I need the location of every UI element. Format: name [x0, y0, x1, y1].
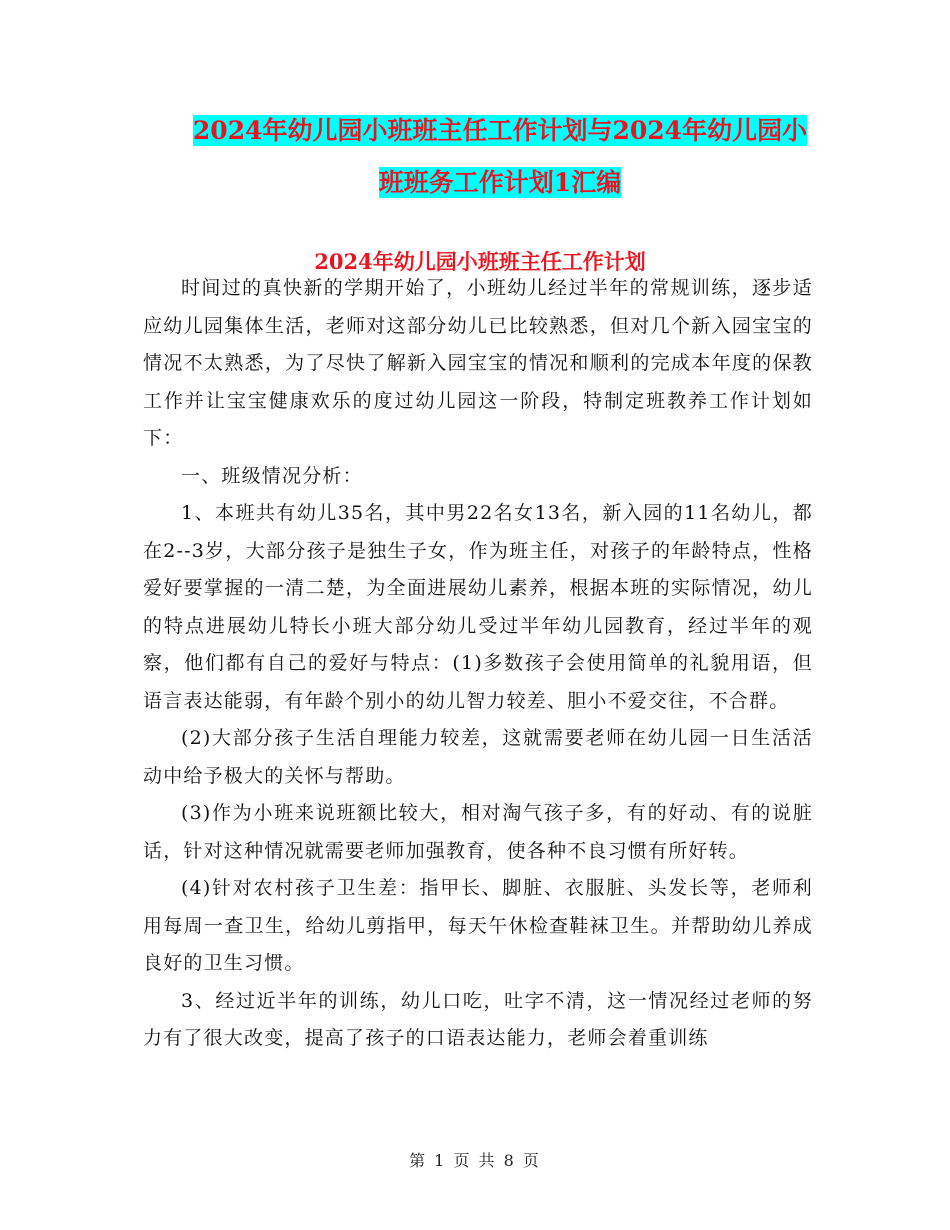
- paragraph: (3)作为小班来说班额比较大，相对淘气孩子多，有的好动、有的说脏话，针对这种情况就需要老师加强教育，使各种不良习惯有所好转。: [143, 802, 813, 862]
- paragraph: 1、本班共有幼儿35名，其中男22名女13名，新入园的11名幼儿，都在2--3岁，大部分孩子是独生子女，作为班主任，对孩子的年龄特点，性格爱好要掌握的一清二楚，为全面进展幼儿素养，根据本班的实际情况，幼儿的特点进展幼儿特长小班大部分幼儿受过半年幼儿园教育，经过半年的观察，他们都有自己的爱好与特点：(1)多数孩子会使用简单的礼貌用语，但语言表达能弱，有年龄个别小的幼儿智力较差、胆小不爱交往，不合群。: [143, 502, 813, 712]
- section-title: 2024年幼儿园小班班主任工作计划: [314, 249, 646, 274]
- paragraph: (4)针对农村孩子卫生差：指甲长、脚脏、衣服脏、头发长等，老师利用每周一查卫生，给幼儿剪指甲，每天午休检查鞋袜卫生。并帮助幼儿养成良好的卫生习惯。: [143, 877, 813, 974]
- paragraph: 时间过的真快新的学期开始了，小班幼儿经过半年的常规训练，逐步适应幼儿园集体生活，老师对这部分幼儿已比较熟悉，但对几个新入园宝宝的情况不太熟悉，为了尽快了解新入园宝宝的情况和顺利的完成本年度的保教工作并让宝宝健康欢乐的度过幼儿园这一阶段，特制定班教养工作计划如下：: [143, 277, 813, 449]
- document-body: [143, 270, 813, 1058]
- paragraph: 3、经过近半年的训练，幼儿口吃，吐字不清，这一情况经过老师的努力有了很大改变，提高了孩子的口语表达能力，老师会着重训练: [143, 989, 813, 1049]
- title-line-1: 2024年幼儿园小班班主任工作计划与2024年幼儿园小: [192, 116, 808, 145]
- paragraph: 一、班级情况分析：: [181, 464, 363, 487]
- page-number-footer: 第 1 页 共 8 页: [409, 1151, 541, 1170]
- document-title: [120, 105, 880, 209]
- title-line-2: 班班务工作计划1汇编: [378, 168, 622, 197]
- paragraph: (2)大部分孩子生活自理能力较差，这就需要老师在幼儿园一日生活活动中给予极大的关怀与帮助。: [143, 727, 813, 787]
